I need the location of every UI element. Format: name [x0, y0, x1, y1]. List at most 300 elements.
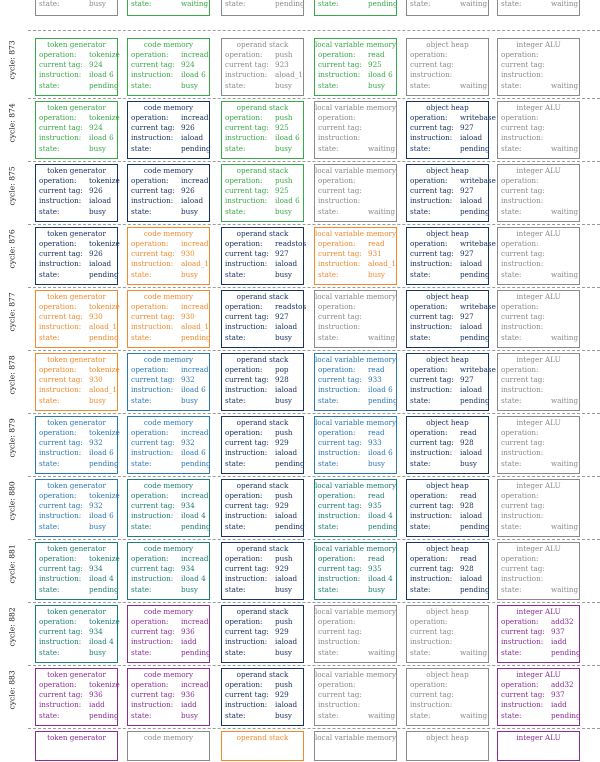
- state-row-label: state:: [501, 269, 522, 279]
- operation-row: [128, 302, 209, 312]
- instruction-row-label: instruction:: [501, 385, 544, 395]
- state-row: [222, 333, 303, 343]
- operation-row: [222, 302, 307, 312]
- state-row: [128, 648, 209, 658]
- operation-row-label: operation:: [225, 239, 263, 248]
- tag-row-value: 926: [181, 123, 195, 133]
- unit-title: operand stack: [236, 229, 289, 238]
- tag-row: [36, 312, 117, 322]
- tag-row-label: current tag:: [410, 123, 454, 133]
- state-row: [407, 270, 488, 280]
- operation-row-label: operation:: [131, 302, 169, 311]
- state-row: [498, 711, 579, 721]
- unit-title: token generator: [47, 418, 106, 427]
- tag-row-label: current tag:: [318, 564, 362, 574]
- instruction-row-value: iload 6: [89, 70, 114, 80]
- state-row: [128, 333, 209, 343]
- integer-alu-box: [497, 0, 580, 16]
- operation-row-value: push: [275, 617, 293, 626]
- instruction-row: [128, 196, 209, 206]
- state-row: [407, 81, 488, 91]
- integer-alu-box: [497, 668, 580, 726]
- instruction-row-value: iaload: [460, 322, 483, 332]
- tag-row: [128, 438, 209, 448]
- operation-row: [36, 50, 120, 60]
- operation-row-label: operation:: [131, 365, 169, 374]
- unit-title: token generator: [47, 544, 106, 553]
- state-row-label: state:: [39, 458, 60, 468]
- unit-title: local variable memory: [315, 544, 396, 553]
- operation-row: [222, 491, 303, 501]
- local-variable-memory-box: [314, 605, 397, 663]
- instruction-row: [498, 574, 579, 584]
- tag-row-label: current tag:: [39, 312, 83, 322]
- tag-row: [315, 249, 396, 259]
- cycle-separator: [28, 287, 600, 288]
- tag-row: [36, 249, 117, 259]
- instruction-row-value: iaload: [460, 448, 483, 458]
- instruction-row-value: iaload: [89, 259, 112, 269]
- instruction-row: [128, 574, 209, 584]
- tag-row-value: 927: [275, 249, 289, 259]
- operation-row: [222, 365, 303, 375]
- state-row: [128, 585, 209, 595]
- tag-row-label: current tag:: [410, 249, 454, 259]
- instruction-row-value: iaload: [89, 196, 112, 206]
- unit-title: object heap: [426, 40, 469, 49]
- operation-row: [128, 113, 209, 123]
- state-row-label: state:: [501, 458, 522, 468]
- state-row-value: busy: [368, 458, 385, 468]
- instruction-row-label: instruction:: [410, 196, 453, 206]
- state-row: [315, 459, 396, 469]
- instruction-row: [315, 448, 396, 458]
- instruction-row: [498, 259, 579, 269]
- instruction-row-value: aload_1: [89, 322, 117, 332]
- operation-row-value: writebase: [460, 365, 496, 374]
- operation-row: [36, 680, 120, 690]
- operation-row-label: operation:: [410, 239, 448, 248]
- instruction-row: [128, 259, 209, 269]
- instruction-row-value: iload 6: [368, 448, 393, 458]
- instruction-row-value: iload 4: [368, 574, 393, 584]
- tag-row: [407, 186, 488, 196]
- state-row-value: waiting: [460, 0, 488, 8]
- instruction-row: [315, 511, 396, 521]
- state-row-value: pending: [89, 269, 119, 279]
- tag-row-value: 929: [275, 438, 289, 448]
- tag-row: [128, 375, 209, 385]
- instruction-row: [128, 70, 209, 80]
- state-row-value: busy: [275, 80, 292, 90]
- instruction-row-value: iload 6: [368, 70, 393, 80]
- state-row-label: state:: [131, 143, 152, 153]
- state-row: [128, 81, 209, 91]
- operation-row-label: operation:: [225, 50, 263, 59]
- instruction-row-value: iaload: [460, 196, 483, 206]
- unit-title: token generator: [47, 355, 106, 364]
- operation-row-value: tokenize: [89, 302, 120, 311]
- instruction-row: [498, 322, 579, 332]
- state-row-label: state:: [501, 584, 522, 594]
- instruction-row-value: iaload: [275, 511, 298, 521]
- state-row-label: state:: [39, 0, 60, 8]
- tag-row-label: current tag:: [131, 438, 175, 448]
- instruction-row: [315, 133, 396, 143]
- tag-row-value: 937: [551, 690, 565, 700]
- tag-row: [222, 60, 303, 70]
- tag-row: [315, 60, 396, 70]
- instruction-row-label: instruction:: [501, 448, 544, 458]
- operation-row-value: writebase: [460, 176, 496, 185]
- operation-row-label: operation:: [410, 617, 448, 626]
- operation-row-label: operation:: [501, 176, 539, 185]
- tag-row-label: current tag:: [131, 375, 175, 385]
- tag-row: [36, 375, 117, 385]
- state-row-value: busy: [89, 647, 106, 657]
- tag-row-label: current tag:: [39, 60, 83, 70]
- cycle-separator: [28, 413, 600, 414]
- tag-row-value: 928: [275, 375, 289, 385]
- unit-title: local variable memory: [315, 292, 396, 301]
- instruction-row-label: instruction:: [39, 70, 82, 80]
- tag-row-value: 924: [181, 60, 195, 70]
- unit-title: operand stack: [236, 544, 289, 553]
- operation-row-label: operation:: [410, 428, 448, 437]
- operation-row-label: operation:: [501, 113, 539, 122]
- state-row: [407, 522, 488, 532]
- state-row: [498, 0, 579, 9]
- operation-row-value: incread: [181, 113, 209, 122]
- instruction-row-value: iload 4: [89, 574, 114, 584]
- tag-row-value: 933: [368, 438, 382, 448]
- state-row-label: state:: [410, 143, 431, 153]
- state-row: [128, 711, 209, 721]
- state-row-value: waiting: [551, 332, 579, 342]
- state-row-value: busy: [89, 395, 106, 405]
- operation-row-label: operation:: [501, 302, 539, 311]
- cycle-separator: [28, 98, 600, 99]
- instruction-row-label: instruction:: [410, 574, 453, 584]
- operation-row-label: operation:: [318, 239, 356, 248]
- local-variable-memory-box: [314, 479, 397, 537]
- tag-row-label: current tag:: [225, 123, 269, 133]
- state-row: [498, 144, 579, 154]
- instruction-row: [315, 574, 396, 584]
- tag-row-value: 928: [460, 564, 474, 574]
- unit-title: object heap: [426, 607, 469, 616]
- tag-row: [407, 249, 488, 259]
- operation-row-label: operation:: [225, 554, 263, 563]
- integer-alu-box: [497, 542, 580, 600]
- instruction-row-label: instruction:: [39, 196, 82, 206]
- state-row-value: pending: [89, 80, 119, 90]
- instruction-row-value: iaload: [460, 133, 483, 143]
- operation-row: [128, 176, 209, 186]
- tag-row-label: current tag:: [225, 564, 269, 574]
- operation-row-label: operation:: [225, 428, 263, 437]
- tag-row-label: current tag:: [131, 501, 175, 511]
- tag-row-value: 930: [181, 249, 195, 259]
- state-row-label: state:: [225, 332, 246, 342]
- tag-row-value: 926: [181, 186, 195, 196]
- instruction-row-value: iaload: [275, 385, 298, 395]
- operation-row-value: writebase: [460, 302, 496, 311]
- operation-row-value: read: [368, 50, 385, 59]
- tag-row: [128, 249, 209, 259]
- tag-row: [36, 123, 117, 133]
- state-row-value: busy: [275, 395, 292, 405]
- operation-row-value: read: [460, 428, 477, 437]
- unit-title: integer ALU: [516, 418, 561, 427]
- operand-stack-box: [221, 542, 304, 600]
- operation-row-label: operation:: [225, 680, 263, 689]
- operation-row-label: operation:: [318, 680, 356, 689]
- unit-title: code memory: [143, 40, 194, 49]
- tag-row-value: 935: [368, 564, 382, 574]
- unit-title: integer ALU: [516, 355, 561, 364]
- operand-stack-box: [221, 227, 307, 285]
- cycle-label: cycle: 877: [7, 292, 17, 332]
- instruction-row-value: iaload: [275, 259, 298, 269]
- state-row-value: pending: [89, 584, 119, 594]
- tag-row: [222, 564, 303, 574]
- cycle-separator: [28, 728, 600, 729]
- cycle-separator: [28, 30, 600, 31]
- tag-row-label: current tag:: [410, 690, 454, 700]
- state-row-value: pending: [89, 332, 119, 342]
- operation-row-value: add32: [551, 617, 574, 626]
- instruction-row: [36, 637, 117, 647]
- state-row-value: busy: [89, 521, 106, 531]
- unit-title: local variable memory: [315, 670, 396, 679]
- instruction-row-value: iaload: [275, 448, 298, 458]
- state-row: [36, 522, 117, 532]
- operation-row-label: operation:: [501, 680, 539, 689]
- state-row-value: pending: [460, 521, 490, 531]
- tag-row: [315, 501, 396, 511]
- unit-title: local variable memory: [315, 103, 396, 112]
- local-variable-memory-box: [314, 542, 397, 600]
- operation-row-value: tokenize: [89, 50, 120, 59]
- state-row-label: state:: [39, 710, 60, 720]
- operation-row-value: push: [275, 176, 293, 185]
- operation-row: [498, 554, 579, 564]
- instruction-row: [36, 196, 117, 206]
- instruction-row-label: instruction:: [225, 70, 268, 80]
- tag-row-value: 923: [275, 60, 289, 70]
- tag-row-label: current tag:: [225, 501, 269, 511]
- state-row-label: state:: [501, 143, 522, 153]
- tag-row-value: 929: [275, 501, 289, 511]
- state-row-label: state:: [39, 143, 60, 153]
- tag-row-label: current tag:: [410, 312, 454, 322]
- unit-title: integer ALU: [516, 733, 561, 742]
- instruction-row-label: instruction:: [501, 70, 544, 80]
- state-row-value: busy: [181, 584, 198, 594]
- instruction-row: [222, 511, 303, 521]
- instruction-row-label: instruction:: [131, 385, 174, 395]
- instruction-row-label: instruction:: [131, 196, 174, 206]
- object-heap-box: [406, 479, 489, 537]
- state-row: [128, 396, 209, 406]
- state-row-label: state:: [410, 80, 431, 90]
- token-generator-box: [35, 542, 118, 600]
- instruction-row: [498, 196, 579, 206]
- unit-title: code memory: [143, 607, 194, 616]
- tag-row: [407, 123, 488, 133]
- instruction-row-value: iaload: [460, 574, 483, 584]
- operation-row-value: tokenize: [89, 680, 120, 689]
- operation-row-value: incread: [181, 554, 209, 563]
- operation-row: [407, 50, 488, 60]
- tag-row-label: current tag:: [131, 627, 175, 637]
- operation-row-label: operation:: [225, 617, 263, 626]
- operation-row-label: operation:: [410, 554, 448, 563]
- tag-row-value: 925: [275, 123, 289, 133]
- state-row-label: state:: [131, 0, 152, 8]
- tag-row-label: current tag:: [501, 627, 545, 637]
- instruction-row-label: instruction:: [318, 448, 361, 458]
- state-row-label: state:: [131, 395, 152, 405]
- tag-row-label: current tag:: [501, 312, 545, 322]
- operation-row-label: operation:: [410, 113, 448, 122]
- operation-row: [315, 617, 396, 627]
- instruction-row: [36, 133, 117, 143]
- operation-row-value: incread: [181, 491, 209, 500]
- operation-row: [498, 176, 579, 186]
- state-row: [222, 396, 303, 406]
- tag-row: [315, 690, 396, 700]
- code-memory-box: [127, 164, 210, 222]
- state-row-label: state:: [318, 332, 339, 342]
- state-row: [315, 396, 396, 406]
- tag-row: [36, 627, 117, 637]
- operand-stack-box: [221, 731, 304, 761]
- instruction-row-label: instruction:: [131, 70, 174, 80]
- operation-row: [315, 176, 396, 186]
- instruction-row-label: instruction:: [131, 259, 174, 269]
- tag-row: [36, 564, 117, 574]
- cycle-separator: [28, 476, 600, 477]
- instruction-row-label: instruction:: [501, 700, 544, 710]
- operation-row-value: tokenize: [89, 365, 120, 374]
- unit-title: code memory: [143, 229, 194, 238]
- unit-title: code memory: [143, 355, 194, 364]
- token-generator-box: [35, 0, 118, 16]
- code-memory-box: [127, 542, 210, 600]
- operation-row: [498, 302, 579, 312]
- tag-row-label: current tag:: [501, 123, 545, 133]
- instruction-row-value: aload_1: [89, 385, 117, 395]
- object-heap-box: [406, 101, 496, 159]
- tag-row: [128, 564, 209, 574]
- unit-title: local variable memory: [315, 733, 396, 742]
- tag-row-label: current tag:: [39, 627, 83, 637]
- state-row-label: state:: [501, 647, 522, 657]
- operand-stack-box: [221, 479, 304, 537]
- operation-row: [315, 554, 396, 564]
- operation-row-label: operation:: [131, 50, 169, 59]
- operation-row-label: operation:: [39, 50, 77, 59]
- operation-row: [128, 365, 209, 375]
- tag-row: [498, 375, 579, 385]
- operation-row: [407, 365, 496, 375]
- integer-alu-box: [497, 227, 580, 285]
- operation-row-label: operation:: [39, 113, 77, 122]
- state-row-label: state:: [39, 332, 60, 342]
- state-row-value: waiting: [551, 80, 579, 90]
- tag-row-label: current tag:: [225, 690, 269, 700]
- tag-row-label: current tag:: [501, 690, 545, 700]
- state-row-value: pending: [275, 458, 305, 468]
- state-row: [128, 459, 209, 469]
- tag-row-label: current tag:: [225, 249, 269, 259]
- unit-title: token generator: [47, 229, 106, 238]
- operation-row-value: push: [275, 428, 293, 437]
- tag-row-label: current tag:: [225, 312, 269, 322]
- tag-row-label: current tag:: [225, 375, 269, 385]
- instruction-row-label: instruction:: [39, 637, 82, 647]
- instruction-row: [498, 511, 579, 521]
- unit-title: operand stack: [236, 607, 289, 616]
- tag-row: [222, 438, 303, 448]
- object-heap-box: [406, 668, 489, 726]
- state-row-value: waiting: [460, 647, 488, 657]
- unit-title: object heap: [426, 670, 469, 679]
- state-row-value: waiting: [551, 0, 579, 8]
- instruction-row: [407, 259, 488, 269]
- state-row-label: state:: [501, 0, 522, 8]
- state-row-value: pending: [89, 458, 119, 468]
- state-row: [498, 648, 579, 658]
- tag-row-value: 928: [460, 438, 474, 448]
- instruction-row-label: instruction:: [318, 70, 361, 80]
- tag-row-label: current tag:: [225, 60, 269, 70]
- operation-row-value: push: [275, 680, 293, 689]
- state-row-value: waiting: [551, 584, 579, 594]
- unit-title: token generator: [47, 733, 106, 742]
- tag-row-label: current tag:: [131, 249, 175, 259]
- local-variable-memory-box: [314, 353, 397, 411]
- operation-row: [407, 554, 488, 564]
- operation-row: [36, 428, 120, 438]
- operand-stack-box: [221, 416, 304, 474]
- operation-row: [407, 491, 488, 501]
- token-generator-box: [35, 227, 118, 285]
- operation-row-value: incread: [181, 176, 209, 185]
- operation-row-label: operation:: [501, 428, 539, 437]
- instruction-row: [315, 259, 396, 269]
- instruction-row: [36, 259, 117, 269]
- tag-row: [498, 501, 579, 511]
- state-row-value: busy: [89, 0, 106, 8]
- unit-title: object heap: [426, 733, 469, 742]
- operation-row-value: incread: [181, 365, 209, 374]
- state-row-label: state:: [131, 710, 152, 720]
- state-row-value: busy: [275, 647, 292, 657]
- operation-row: [498, 617, 579, 627]
- operation-row: [222, 680, 303, 690]
- unit-title: object heap: [426, 544, 469, 553]
- instruction-row-label: instruction:: [318, 259, 361, 269]
- state-row: [36, 459, 117, 469]
- operation-row-label: operation:: [131, 176, 169, 185]
- operation-row: [498, 239, 579, 249]
- operation-row: [128, 239, 209, 249]
- instruction-row: [407, 637, 488, 647]
- state-row-label: state:: [225, 0, 246, 8]
